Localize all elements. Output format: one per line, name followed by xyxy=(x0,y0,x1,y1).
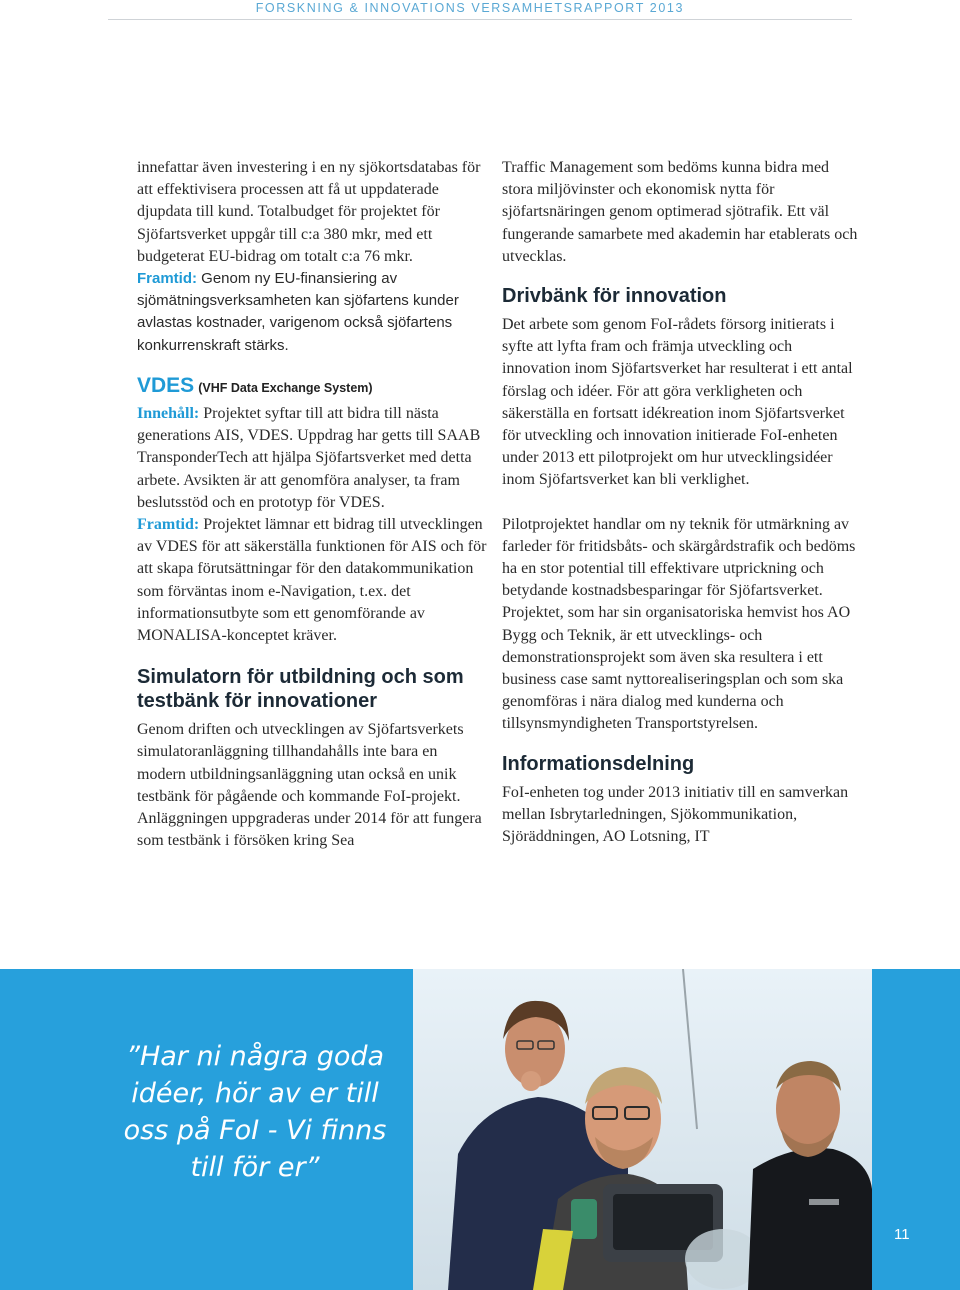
paragraph-gap xyxy=(502,492,858,514)
drivbank-heading: Drivbänk för innovation xyxy=(502,285,727,308)
innehall-text: Projektet syftar till att bidra till nästa generations AIS, VDES. Uppdrag har getts till SAAB TransponderTech att hjälpa Sjöfartsverket med detta arbete. Avsikten är att genomföra analyser, ta fram beslutsstöd och en prototyp för VDES. xyxy=(137,405,481,511)
simulator-heading: Simulatorn för utbildning och som testbänk för innovationer xyxy=(137,666,464,713)
left-column xyxy=(137,157,489,852)
simulator-paragraph: Genom driften och utvecklingen av Sjöfartsverkets simulatoranläggning tillhandahålls inte bara en modern utbildningsanläggning utan också en unik testbänk för pågående och kommande FoI-projekt. Anläggningen uppgraderas under 2014 för att fungera som testbänk i försöken kring Sea xyxy=(137,721,482,850)
team-photo xyxy=(413,969,872,1290)
framtid-paragraph-2 xyxy=(137,514,489,647)
header-title: FORSKNING & INNOVATIONS VERSAMHETSRAPPORT 2013 xyxy=(255,1,684,15)
framtid-label-2: Framtid: xyxy=(137,516,200,534)
right-column xyxy=(502,157,858,848)
left-intro-paragraph: innefattar även investering i en ny sjökortsdatabas för att effektivisera processen att få ut uppdaterade djupdata till kund. Totalbudget för projektet för Sjöfartsverket uppgår till c:a 380 mkr, med ett budgeterat EU-bidrag om totalt c:a 76 mkr. xyxy=(137,159,481,265)
pilot-paragraph: Pilotprojektet handlar om ny teknik för utmärkning av farleder för fritidsbåts- och skärgårdstrafik och bedöms ha en stor potential till effektivare utprickning och betydande kostnadsbesparingar för Sjöfartsverket. Projektet, som har sin organisatoriska hemvist hos AO Bygg och Teknik, är ett utvecklings- och demonstrationsprojekt som även ska resultera i ett business case samt nyttorealiseringsplan och som ska genomföras i nära dialog med kunderna och tillsynsmyndigheten Transportstyrelsen. xyxy=(502,515,856,733)
framtid-paragraph-1 xyxy=(137,268,489,357)
informationsdelning-heading: Informationsdelning xyxy=(502,752,695,775)
pull-quote: ”Har ni några goda idéer, hör av er till oss på FoI - Vi finns till för er” xyxy=(123,1041,387,1183)
running-header xyxy=(108,0,852,20)
framtid-text-2: Projektet lämnar ett bidrag till utvecklingen av VDES för att säkerställa funktionen för AIS och för att skapa förutsättningar för den datakommunikation som förväntas inom e-Navigation, t.ex. det informationsutbyte som ett genomförande av MONALISA-konceptet kräver. xyxy=(137,516,487,645)
vdes-title: VDES xyxy=(137,373,195,397)
innehall-label: Innehåll: xyxy=(137,405,200,423)
drivbank-paragraph: Det arbete som genom FoI-rådets försorg initierats i syfte att lyfta fram och främja utveckling och innovation inom Sjöfartsverket har resulterat i ett antal förslag och idéer. För att göra verkligheten och säkerställa en fortsatt idékreation inom Sjöfartsverket för utveckling och innovation initierade FoI-enheten under 2013 ett pilotprojekt om hur utvecklingsidéer inom Sjöfartsverket kan bli verklighet. xyxy=(502,316,853,489)
innehall-paragraph xyxy=(137,403,489,514)
vdes-heading xyxy=(137,375,489,399)
framtid-label-1: Framtid: xyxy=(137,270,197,288)
page-number: 11 xyxy=(894,1226,910,1243)
informationsdelning-paragraph: FoI-enheten tog under 2013 initiativ till en samverkan mellan Isbrytarledningen, Sjökommunikation, Sjöräddningen, AO Lotsning, IT xyxy=(502,783,849,846)
vdes-subtitle: (VHF Data Exchange System) xyxy=(198,380,373,395)
right-intro-paragraph: Traffic Management som bedöms kunna bidra med stora miljövinster och ekonomisk nytta för sjöfartsnäringen genom optimerad sjötrafik. Ett väl fungerande samarbete med akademin har etablerats och utvecklas. xyxy=(502,159,858,265)
framtid-text-1: Genom ny EU-finansiering av sjömätningsverksamheten kan sjöfartens kunder avlastas kostnader, varigenom också sjöfartens konkurrenskraft stärks. xyxy=(137,270,459,354)
